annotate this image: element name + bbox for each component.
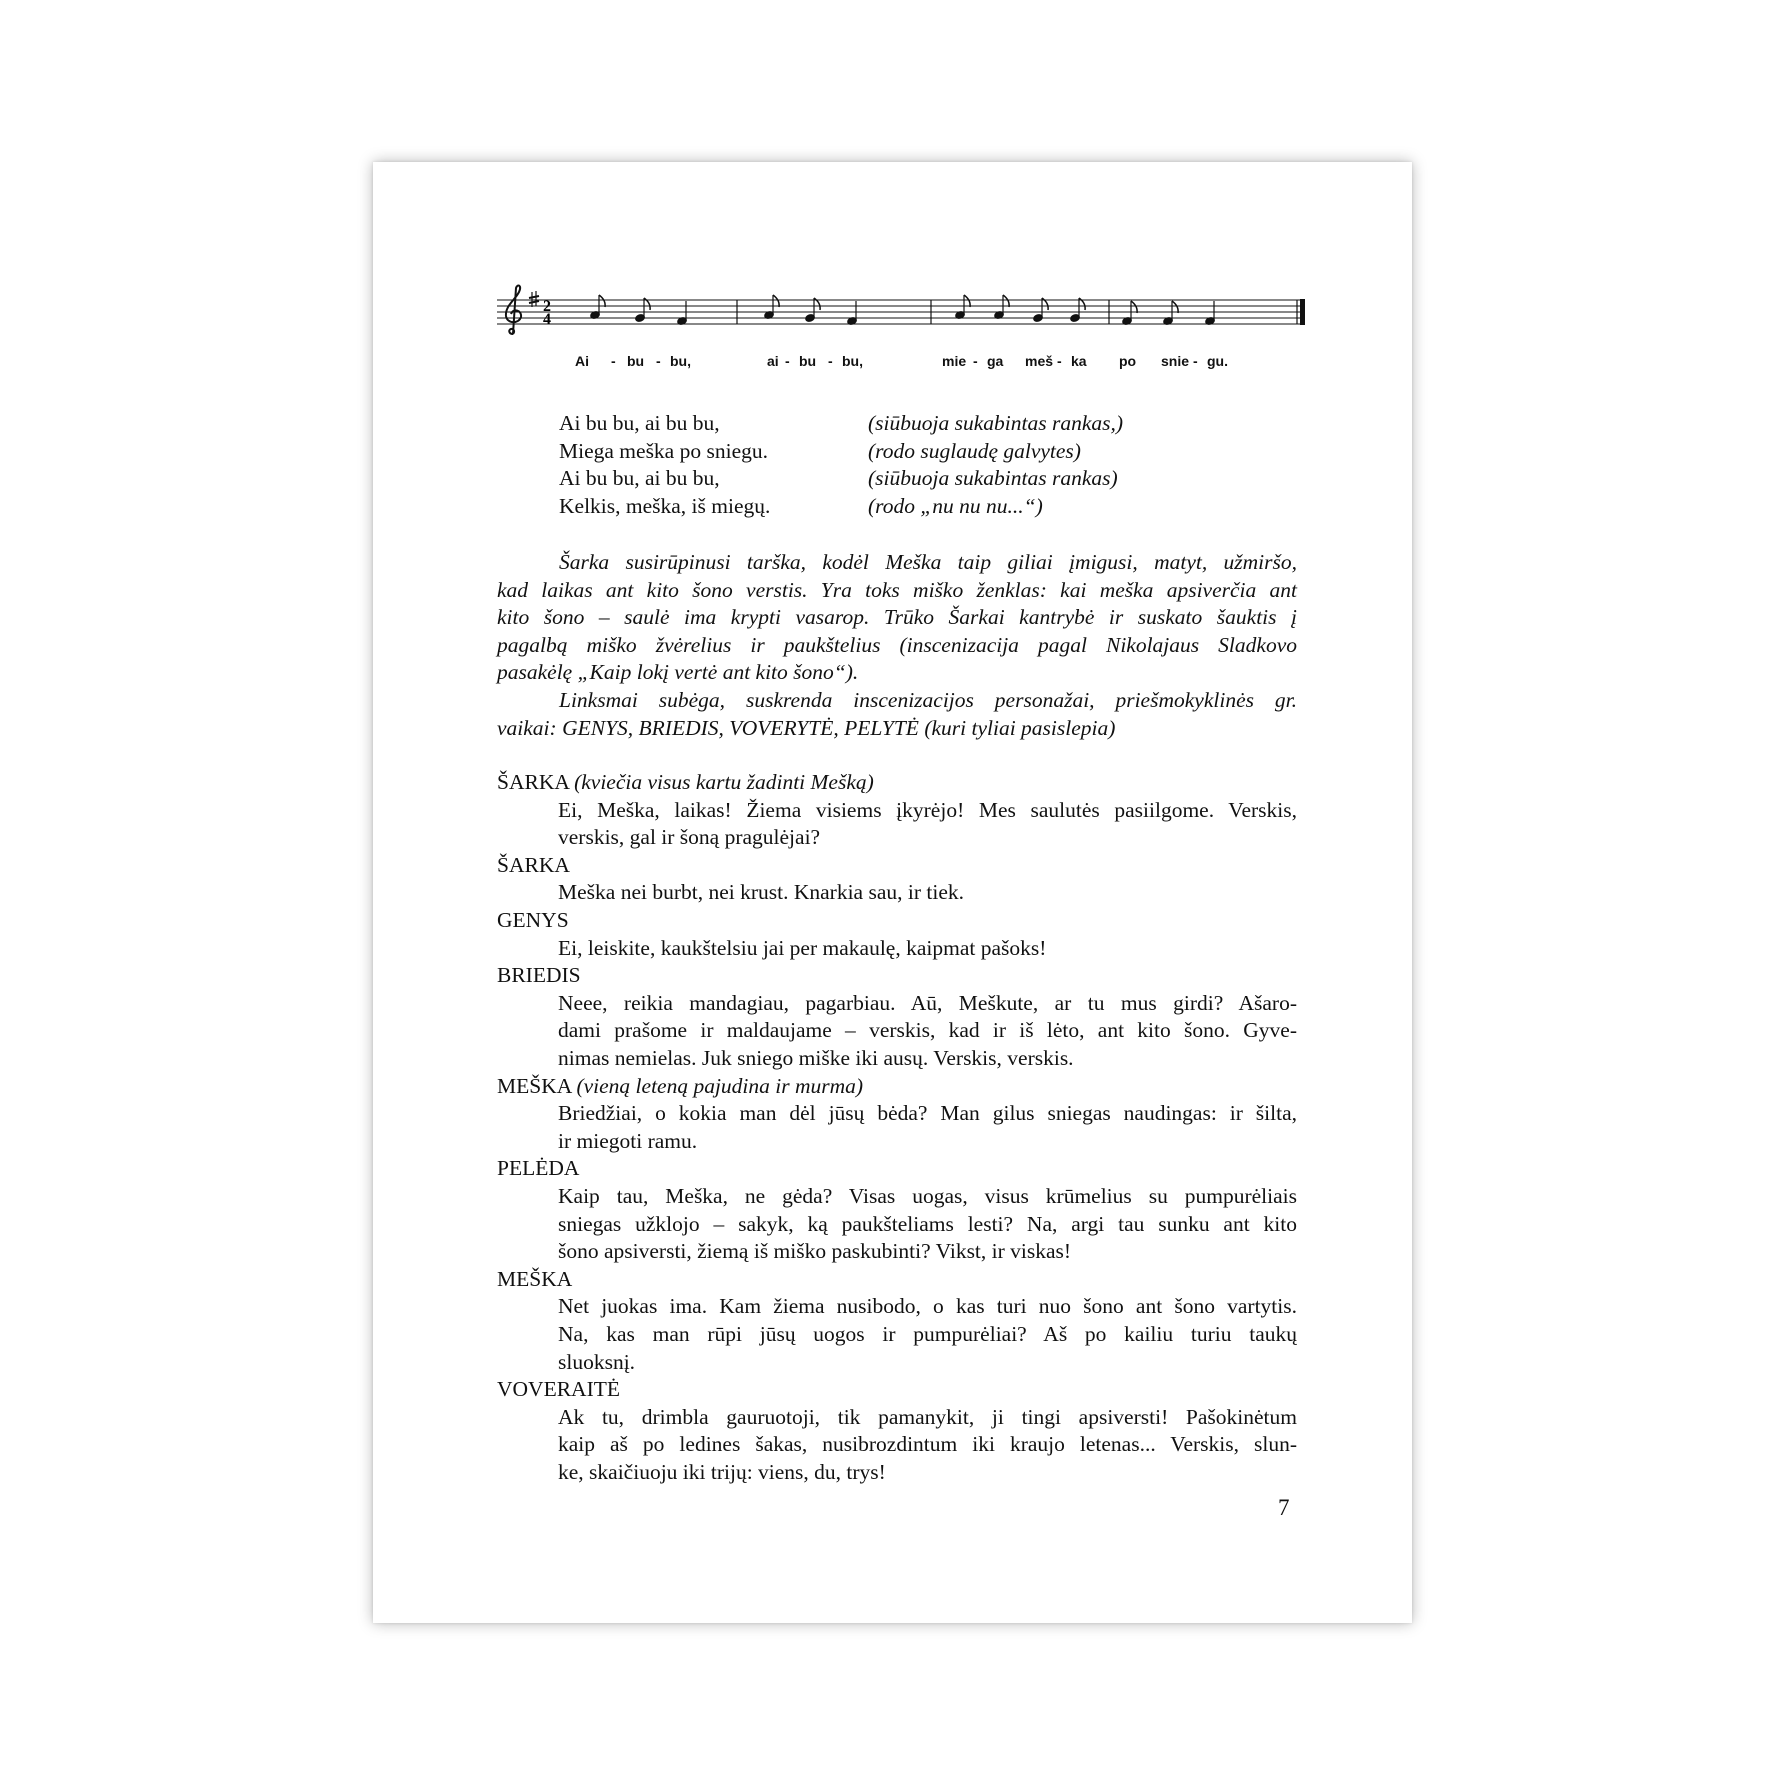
lyric-syllable: bu, xyxy=(842,353,863,369)
speaker-name: GENYS xyxy=(497,908,569,932)
speech xyxy=(558,1100,1297,1155)
speech xyxy=(558,1404,1297,1487)
speaker-name: MEŠKA xyxy=(497,1073,572,1098)
verse-line: Ai bu bu, ai bu bu, xyxy=(559,411,720,435)
book-page xyxy=(373,162,1412,1623)
time-signature-bottom: 4 xyxy=(543,311,551,328)
stage-direction: (kviečia visus kartu žadinti Mešką) xyxy=(574,770,874,794)
verse-line: Kelkis, meška, iš miegų. xyxy=(559,493,771,518)
speech-line: Briedžiai, o kokia man dėl jūsų bėda? Man gilus sniegas naudingas: ir šilta, xyxy=(558,1101,1297,1126)
speaker-name: ŠARKA xyxy=(497,852,570,877)
page-number: 7 xyxy=(1278,1495,1290,1520)
speech-line: kaip aš po ledines šakas, nusibrozdintum iki kraujo letenas... Verskis, slun- xyxy=(558,1432,1297,1457)
speech xyxy=(558,797,1297,852)
speech-line: Meška nei burbt, nei krust. Knarkia sau, ir tiek. xyxy=(558,880,965,905)
lyric-hyphen: - xyxy=(973,353,978,369)
narration-line: kito šono – saulė ima krypti vasarop. Trūko Šarkai kantrybė ir suskato šauktis į xyxy=(497,605,1297,630)
lyric-hyphen: - xyxy=(1057,353,1062,369)
speech-line: Ei, leiskite, kaukštelsiu jai per makaulę, kaipmat pašoks! xyxy=(558,935,1047,960)
lyric-hyphen: - xyxy=(785,353,790,369)
speech-line: dami prašome ir maldaujame – verskis, kad ir iš lėto, ant kito šono. Gyve- xyxy=(558,1018,1297,1043)
sharp-icon xyxy=(529,291,539,307)
narration-paragraph xyxy=(497,549,1297,742)
verse-action: (rodo „nu nu nu...“) xyxy=(868,493,1043,518)
music-score xyxy=(497,280,1307,380)
speech xyxy=(558,1293,1297,1376)
narration-line: pagalbą miško žvėrelius ir paukštelius (inscenizacija pagal Nikolajaus Sladkovo xyxy=(497,632,1297,657)
time-signature-top: 2 xyxy=(543,298,551,315)
speaker-line xyxy=(497,1073,863,1101)
speech-line: ir miegoti ramu. xyxy=(558,1128,698,1153)
treble-clef-icon xyxy=(506,285,521,334)
lyric-syllable: mie xyxy=(942,353,967,369)
speech-line: Kaip tau, Meška, ne gėda? Visas uogas, visus krūmelius su pumpurėliais xyxy=(558,1184,1297,1208)
lyric-syllable: Ai xyxy=(575,353,589,369)
lyric-syllable: ai xyxy=(767,353,779,369)
speech-line: sluoksnį. xyxy=(558,1349,636,1374)
speech-line: šono apsiversti, žiemą iš miško paskubinti? Vikst, ir viskas! xyxy=(558,1239,1072,1264)
stage-direction: (vieną leteną pajudina ir murma) xyxy=(576,1073,864,1098)
verse-line: Miega meška po sniegu. xyxy=(559,438,768,463)
narration-line: pasakėlę „Kaip lokį vertė ant kito šono“). xyxy=(497,660,859,685)
lyric-syllable: bu, xyxy=(670,353,691,369)
narration-line: vaikai: GENYS, BRIEDIS, VOVERYTĖ, PELYTĖ (kuri tyliai pasislepia) xyxy=(497,715,1116,740)
lyric-syllable: po xyxy=(1119,353,1137,369)
speaker-name: VOVERAITĖ xyxy=(497,1377,621,1402)
lyric-hyphen: - xyxy=(656,353,661,369)
speech-line: Ak tu, drimbla gauruotoji, tik pamanykit, ji tingi apsiversti! Pašokinėtum xyxy=(558,1404,1297,1429)
lyric-hyphen: - xyxy=(611,353,616,369)
narration-line: Šarka susirūpinusi tarška, kodėl Meška taip giliai įmigusi, matyt, užmiršo, xyxy=(559,550,1297,574)
speaker-line xyxy=(497,769,874,797)
speech-line: sniegas užklojo – sakyk, ką paukšteliams lesti? Na, argi tau sunku ant kito xyxy=(558,1211,1297,1236)
lyric-hyphen: - xyxy=(828,353,833,369)
lyric-syllable: snie xyxy=(1161,353,1190,369)
speaker-name: BRIEDIS xyxy=(497,963,581,988)
speaker-name: ŠARKA xyxy=(497,770,569,794)
verse-action: (siūbuoja sukabintas rankas) xyxy=(868,466,1118,491)
lyric-syllable: ka xyxy=(1071,353,1087,369)
speech xyxy=(558,935,1297,963)
lyric-syllable: gu. xyxy=(1207,353,1228,369)
speech-line: Ei, Meška, laikas! Žiema visiems įkyrėjo! Mes saulutės pasiilgome. Verskis, xyxy=(558,797,1297,822)
speech-line: Na, kas man rūpi jūsų uogos ir pumpurėliai? Aš po kailiu turiu taukų xyxy=(558,1321,1297,1346)
speech-line: verskis, gal ir šoną pragulėjai? xyxy=(558,825,821,850)
speech xyxy=(558,990,1297,1073)
music-staff xyxy=(497,280,1307,350)
speech xyxy=(558,879,1297,907)
verse-action: (siūbuoja sukabintas rankas,) xyxy=(868,411,1124,435)
lyric-syllable: meš xyxy=(1025,353,1054,369)
speaker-name: PELĖDA xyxy=(497,1156,580,1181)
speech-line: nimas nemielas. Juk sniego miške iki ausų. Verskis, verskis. xyxy=(558,1045,1074,1070)
speech-line: Neee, reikia mandagiau, pagarbiau. Aū, Meškute, ar tu mus girdi? Ašaro- xyxy=(558,990,1297,1015)
narration-line: kad laikas ant kito šono verstis. Yra toks miško ženklas: kai meška apsiverčia ant xyxy=(497,577,1297,602)
lyric-syllable: bu xyxy=(627,353,645,369)
verse-line: Ai bu bu, ai bu bu, xyxy=(559,466,720,491)
speech-line: ke, skaičiuoju iki trijų: viens, du, trys! xyxy=(558,1459,886,1484)
speech-line: Net juokas ima. Kam žiema nusibodo, o kas turi nuo šono ant šono vartytis. xyxy=(558,1294,1297,1319)
verse-action: (rodo suglaudę galvytes) xyxy=(868,438,1081,463)
lyric-syllable: ga xyxy=(987,353,1004,369)
lyric-syllable: bu xyxy=(799,353,817,369)
narration-line: Linksmai subėga, suskrenda inscenizacijos personažai, priešmokyklinės gr. xyxy=(559,687,1297,712)
speech xyxy=(558,1183,1297,1266)
speaker-name: MEŠKA xyxy=(497,1266,573,1291)
lyric-hyphen: - xyxy=(1193,353,1198,369)
